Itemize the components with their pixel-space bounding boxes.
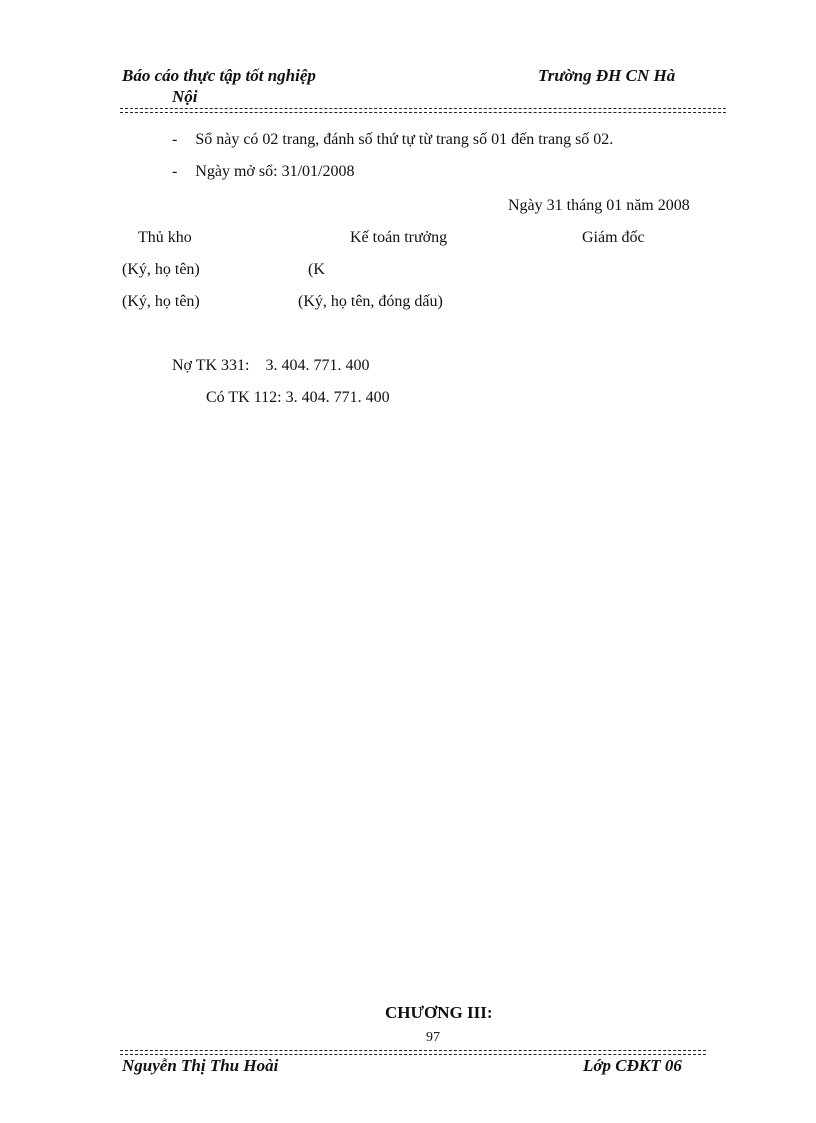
note-item <box>172 131 613 149</box>
header-school-name: Trường ĐH CN Hà <box>538 66 676 85</box>
signature-note-storekeeper-2: (Ký, họ tên) <box>122 293 200 310</box>
note-text: Ngày mở sổ: 31/01/2008 <box>195 163 355 180</box>
note-bullet: - <box>172 131 178 148</box>
signature-note-partial: (K <box>308 261 325 278</box>
header-divider <box>120 108 726 109</box>
credit-entry: Có TK 112: 3. 404. 771. 400 <box>206 389 390 406</box>
note-item <box>172 163 354 181</box>
header-school-name-cont: Nội <box>172 87 198 106</box>
signature-note-chief-accountant: (Ký, họ tên, đóng dấu) <box>298 293 443 310</box>
footer-divider-lower <box>120 1054 706 1055</box>
signature-note-storekeeper: (Ký, họ tên) <box>122 261 200 278</box>
header-report-title: Báo cáo thực tập tốt nghiệp <box>122 66 316 85</box>
signing-date: Ngày 31 tháng 01 năm 2008 <box>508 197 690 214</box>
note-bullet: - <box>172 163 178 180</box>
signature-title-storekeeper: Thủ kho <box>138 229 192 246</box>
signature-title-chief-accountant: Kế toán trưởng <box>350 229 448 246</box>
chapter-heading: CHƯƠNG III: <box>385 1003 493 1022</box>
note-text: Sổ này có 02 trang, đánh số thứ tự từ trang số 01 đến trang số 02. <box>195 131 614 148</box>
page-number: 97 <box>426 1030 440 1045</box>
footer-class: Lớp CĐKT 06 <box>583 1056 682 1075</box>
footer-divider <box>120 1050 706 1051</box>
header-divider-lower <box>120 112 726 113</box>
footer-author: Nguyễn Thị Thu Hoài <box>122 1056 279 1075</box>
signature-title-director: Giám đốc <box>582 229 645 246</box>
debit-entry: Nợ TK 331: 3. 404. 771. 400 <box>172 357 370 374</box>
